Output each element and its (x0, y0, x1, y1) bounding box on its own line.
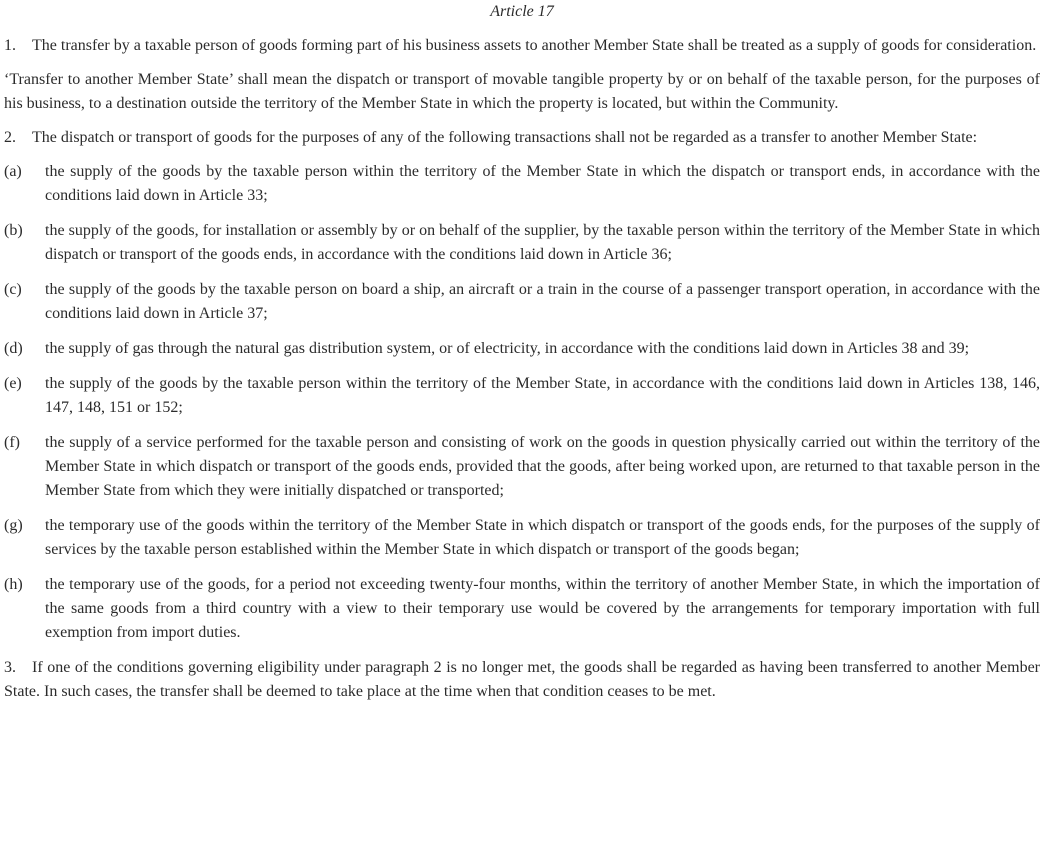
list-item-letter: (c) (4, 281, 22, 298)
list-item (4, 372, 1040, 420)
list-item-letter: (a) (4, 163, 22, 180)
paragraph-2-text: The dispatch or transport of goods for the purposes of any of the following transactions shall not be regarded as a transfer to another Member State: (32, 129, 978, 146)
paragraph-1-definition: ‘Transfer to another Member State’ shall mean the dispatch or transport of movable tangible property by or on behalf of the taxable person, for the purposes of his business, to a destination outside the territory of the Member State in which the property is located, but within the Community. (4, 71, 1040, 112)
paragraph-1-number: 1. (4, 37, 16, 54)
list-item (4, 160, 1040, 208)
list-item-letter: (h) (4, 576, 23, 593)
list-item-text: the supply of the goods by the taxable person within the territory of the Member State, in accordance with the conditions laid down in Articles 138, 146, 147, 148, 151 or 152; (45, 375, 1040, 416)
paragraph-1-text: The transfer by a taxable person of goods forming part of his business assets to another Member State shall be treated as a supply of goods for consideration. (32, 37, 1037, 54)
list-item (4, 337, 1040, 361)
list-item-text: the supply of gas through the natural gas distribution system, or of electricity, in accordance with the conditions laid down in Articles 38 and 39; (45, 340, 970, 357)
list-item-text: the supply of a service performed for the taxable person and consisting of work on the goods in question physically carried out within the territory of the Member State in which dispatch or transport of the goods ends, provided that the goods, after being worked upon, are returned to that taxable person in the Member State from which they were initially dispatched or transported; (45, 434, 1040, 499)
article-title: Article 17 (490, 3, 554, 20)
list-item (4, 573, 1040, 645)
list-item-letter: (d) (4, 340, 23, 357)
list-item-letter: (g) (4, 517, 23, 534)
list-item-text: the temporary use of the goods, for a period not exceeding twenty-four months, within the territory of another Member State, in which the importation of the same goods from a third country with a view to their temporary use would be covered by the arrangements for temporary importation with full exemption from import duties. (45, 576, 1040, 641)
list-item (4, 514, 1040, 562)
paragraph-1 (4, 34, 1040, 58)
list-item-letter: (b) (4, 222, 23, 239)
list-item-text: the supply of the goods, for installation or assembly by or on behalf of the supplier, by the taxable person within the territory of the Member State in which dispatch or transport of the goods ends, in accordance with the conditions laid down in Article 36; (45, 222, 1040, 263)
paragraph-2 (4, 126, 1040, 150)
paragraph-3 (4, 656, 1040, 704)
paragraph-3-number: 3. (4, 659, 16, 676)
list-item (4, 278, 1040, 326)
paragraph-2-number: 2. (4, 129, 16, 146)
list-item-text: the supply of the goods by the taxable person within the territory of the Member State in which the dispatch or transport ends, in accordance with the conditions laid down in Article 33; (45, 163, 1040, 204)
list-item-text: the supply of the goods by the taxable person on board a ship, an aircraft or a train in the course of a passenger transport operation, in accordance with the conditions laid down in Article 37; (45, 281, 1040, 322)
list-item-letter: (f) (4, 434, 20, 451)
transaction-list (4, 160, 1040, 645)
list-item-letter: (e) (4, 375, 22, 392)
list-item (4, 431, 1040, 503)
paragraph-3-text: If one of the conditions governing eligibility under paragraph 2 is no longer met, the goods shall be regarded as having been transferred to another Member State. In such cases, the transfer shall be deemed to take place at the time when that condition ceases to be met. (4, 659, 1040, 700)
list-item-text: the temporary use of the goods within the territory of the Member State in which dispatch or transport of the goods ends, for the purposes of the supply of services by the taxable person established within the Member State in which dispatch or transport of the goods began; (45, 517, 1040, 558)
list-item (4, 219, 1040, 267)
